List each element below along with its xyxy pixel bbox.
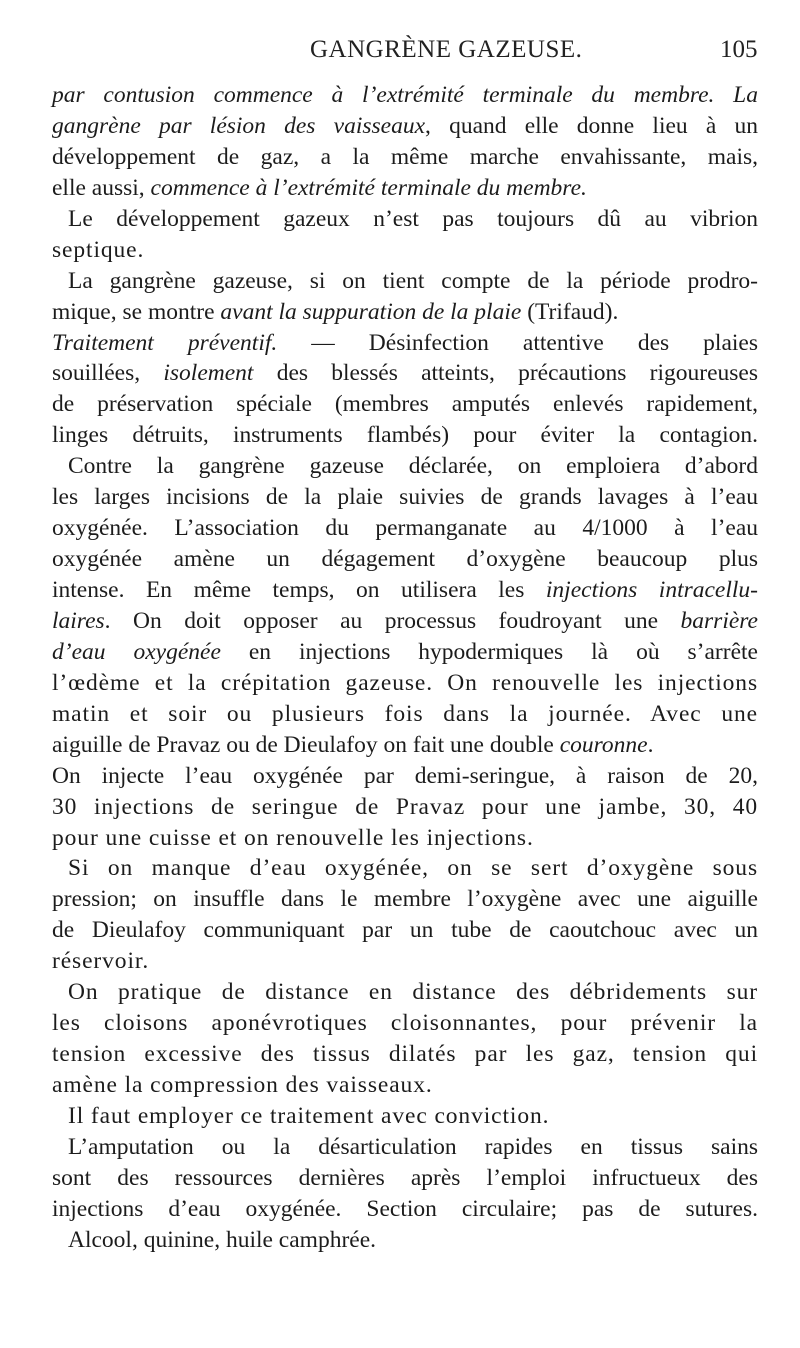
text-segment: On injecte l’eau oxygénée par demi-seringue, à raison de 20,	[52, 762, 758, 789]
text-line	[52, 637, 758, 668]
text-line	[52, 389, 758, 420]
text-segment: aiguille de Pravaz ou de Dieulafoy on fait une double	[52, 731, 560, 758]
text-segment: On pratique de distance en distance des débridements sur	[68, 979, 758, 1006]
text-line	[52, 792, 758, 823]
text-segment: pour une cuisse et on renouvelle les injections.	[52, 824, 534, 851]
text-segment: intense. En même temps, on utilisera les	[52, 577, 546, 603]
text-segment: septique.	[52, 236, 145, 263]
text-segment: développement de gaz, a la même marche envahissante, mais,	[52, 143, 758, 170]
text-segment: La gangrène gazeuse, si on tient compte de la période prodro-	[68, 267, 758, 294]
text-line	[52, 111, 758, 142]
italic-text: isolement	[163, 360, 254, 387]
text-line	[52, 1101, 758, 1132]
text-segment: l’œdème et la crépitation gazeuse. On renouvelle les injections	[52, 669, 758, 696]
text-segment: réservoir.	[52, 948, 150, 975]
text-segment: .	[647, 731, 654, 758]
text-line	[52, 668, 758, 699]
body-text	[52, 80, 758, 1256]
text-segment: Contre la gangrène gazeuse déclarée, on emploiera d’abord	[68, 453, 758, 480]
text-segment: souillées,	[52, 360, 164, 387]
text-segment: injections d’eau oxygénée. Section circulaire; pas de sutures.	[52, 1195, 758, 1222]
text-segment: 30 injections de seringue de Pravaz pour une jambe, 30, 40	[52, 793, 758, 820]
text-segment: sont des ressources dernières après l’emploi infructueux des	[52, 1164, 758, 1191]
running-title: GANGRÈNE GAZEUSE.	[310, 36, 583, 63]
text-line	[52, 1132, 758, 1163]
text-segment: les larges incisions de la plaie suivies de grands lavages à l’eau	[52, 484, 758, 511]
text-line	[52, 142, 758, 173]
text-line	[52, 606, 758, 637]
text-segment: mique, se montre	[52, 298, 221, 325]
text-line	[52, 730, 758, 761]
text-line	[52, 80, 758, 111]
text-line	[52, 884, 758, 915]
text-segment: tension excessive des tissus dilatés par les gaz, tension qui	[52, 1041, 758, 1068]
text-segment: Si on manque d’eau oxygénée, on se sert d’oxygène sous	[68, 855, 758, 882]
text-segment: de préservation spéciale (membres amputés enlevés rapidement,	[52, 391, 758, 418]
italic-text: couronne	[559, 731, 648, 758]
text-line	[52, 1194, 758, 1225]
text-segment: amène la compression des vaisseaux.	[52, 1072, 433, 1098]
text-line	[52, 420, 758, 451]
running-head	[0, 30, 800, 70]
text-line	[52, 482, 758, 513]
italic-text: par contusion commence à l’extrémité terminale du membre. La	[52, 82, 758, 108]
text-line	[52, 1163, 758, 1194]
text-line	[52, 451, 758, 482]
text-line	[52, 1070, 758, 1101]
text-segment: en injections hypodermiques là où s’arrête	[220, 638, 758, 665]
text-line	[52, 328, 758, 359]
text-segment: — Désinfection attentive des plaies	[277, 329, 758, 356]
page-number: 105	[720, 36, 758, 63]
text-line	[52, 235, 758, 266]
text-segment: de Dieulafoy communiquant par un tube de caoutchouc avec un	[52, 917, 758, 944]
italic-text: d’eau oxygénée	[52, 638, 221, 665]
text-line	[52, 266, 758, 297]
text-line	[52, 977, 758, 1008]
text-segment: Il faut employer ce traitement avec conviction.	[68, 1102, 550, 1129]
text-segment: . On doit opposer au processus foudroyant une	[104, 607, 681, 634]
text-line	[52, 699, 758, 730]
text-line	[52, 1039, 758, 1070]
text-line	[52, 297, 758, 328]
text-segment: matin et soir ou plusieurs fois dans la journée. Avec une	[52, 700, 758, 727]
italic-text: commence à l’extrémité terminale du membre.	[150, 174, 587, 201]
italic-text: laires	[52, 607, 105, 634]
text-line	[52, 173, 758, 204]
text-line	[52, 853, 758, 884]
italic-text: gangrène par lésion des vaisseaux	[52, 112, 425, 139]
text-line	[52, 204, 758, 235]
text-line	[52, 513, 758, 544]
text-segment: oxygénée. L’association du permanganate au 4/1000 à l’eau	[52, 515, 758, 542]
text-line	[52, 575, 758, 606]
text-segment: des blessés atteints, précautions rigoureuses	[253, 360, 758, 387]
text-segment: Alcool, quinine, huile camphrée.	[68, 1226, 377, 1253]
italic-text: Traitement préventif.	[52, 329, 278, 356]
text-segment: les cloisons aponévrotiques cloisonnantes, pour prévenir la	[52, 1010, 758, 1037]
text-line	[52, 761, 758, 792]
text-line	[52, 823, 758, 854]
text-line	[52, 358, 758, 389]
text-segment: linges détruits, instruments flambés) pour éviter la contagion.	[52, 422, 758, 449]
text-line	[52, 1008, 758, 1039]
text-line	[52, 1225, 758, 1256]
text-segment: Le développement gazeux n’est pas toujours dû au vibrion	[68, 205, 758, 232]
text-segment: L’amputation ou la désarticulation rapides en tissus sains	[68, 1133, 758, 1160]
text-line	[52, 946, 758, 977]
italic-text: barrière	[680, 607, 758, 634]
text-segment: elle aussi,	[52, 174, 151, 201]
text-segment: oxygénée amène un dégagement d’oxygène beaucoup plus	[52, 546, 758, 573]
italic-text: injections intracellu-	[545, 577, 758, 603]
text-line	[52, 544, 758, 575]
text-segment: , quand elle donne lieu à un	[425, 112, 758, 139]
text-segment: pression; on insuffle dans le membre l’oxygène avec une aiguille	[52, 886, 758, 913]
italic-text: avant la suppuration de la plaie	[220, 298, 522, 325]
text-segment: (Trifaud).	[521, 298, 619, 325]
text-line	[52, 915, 758, 946]
